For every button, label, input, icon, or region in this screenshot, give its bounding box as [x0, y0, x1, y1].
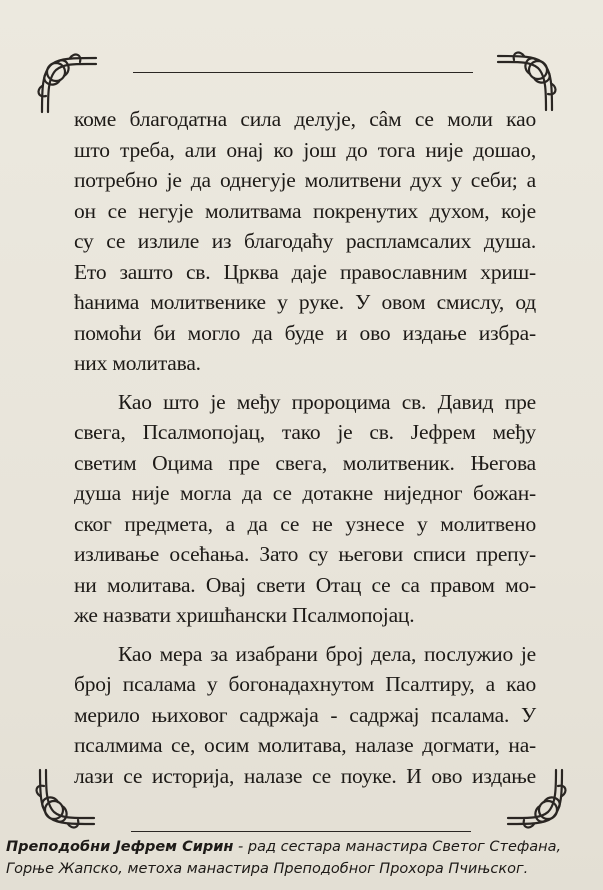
text-line: свега, Псалмопојац, тако је св. Јефрем међу: [74, 420, 536, 444]
caption-title: Преподобни Јефрем Сирин: [6, 839, 234, 855]
text-line: изливање осећања. Зато су његови списи препу-: [74, 542, 536, 566]
body-text: [74, 104, 536, 791]
text-line: них молитава.: [74, 351, 201, 375]
text-line: потребно је да однегује молитвени дух у себи; а: [74, 168, 536, 192]
text-line: Као мера за изабрани број дела, послужио је: [118, 641, 536, 666]
text-line: помоћи би могло да буде и ово издање избра-: [74, 320, 536, 345]
caption-line-1: [6, 836, 598, 858]
text-line: коме благодатна сила делује, сâм се моли као: [74, 107, 536, 131]
text-line: псалмима се, осим молитава, налазе догмати, на-: [74, 733, 536, 757]
text-line: су се излиле из благодаћу распламсалих душа.: [74, 229, 536, 253]
image-caption: [6, 836, 598, 880]
text-line: што треба, али онај ко још до тога није дошао,: [74, 137, 536, 162]
text-line: Ето зашто св. Црква даје православним хриш-: [74, 259, 536, 284]
text-line: ћанима молитвенике у руке. У овом смислу, од: [74, 290, 536, 314]
text-line: он се негује молитвама покренутих духом, које: [74, 198, 536, 223]
text-line: светим Оцима пре свега, молитвеник. Његова: [74, 450, 536, 475]
top-rule-divider: [133, 72, 473, 73]
text-line: број псалама у богонадахнутом Псалтиру, а као: [74, 672, 536, 696]
bottom-rule-divider: [131, 831, 471, 832]
caption-credit: - рад сестара манастира Светог Стефана,: [233, 839, 562, 855]
text-line: же назвати хришћански Псалмопојац.: [74, 603, 415, 627]
text-line: мерило њиховог садржаја - садржај псалама. У: [74, 702, 536, 727]
text-line: ни молитава. Овај свети Отац се са правом мо-: [74, 572, 536, 597]
text-line: ског предмета, а да се не узнесе у молитвено: [74, 511, 536, 536]
text-line: лази се историја, налазе се поуке. И ово издање: [74, 763, 536, 788]
caption-line-2: Горње Жапско, метоха манастира Преподобног Прохора Пчињског.: [6, 861, 529, 877]
text-line: душа није могла да се дотакне ниједног божан-: [74, 481, 536, 505]
text-line: Као што је међу пророцима св. Давид пре: [118, 389, 536, 414]
